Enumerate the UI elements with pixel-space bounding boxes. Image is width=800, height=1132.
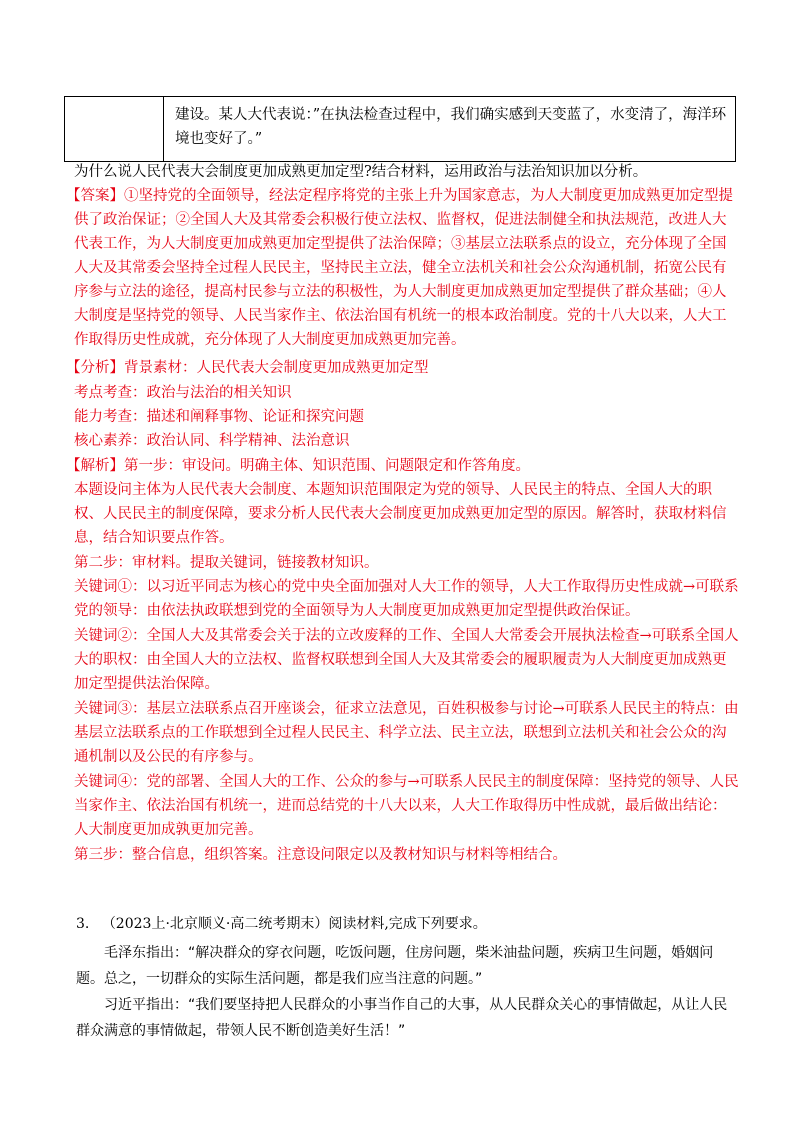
question-3-source: （2023上·北京顺义·高二统考期末） [101, 916, 329, 932]
analysis-label: 【分析】 [66, 360, 124, 376]
question-text: 为什么说人民代表大会制度更加成熟更加定型?结合材料，运用政治与法治知识加以分析。 [74, 164, 648, 180]
analysis-line [66, 356, 740, 380]
table-right-cell: 建设。某人大代表说：”在执法检查过程中，我们确实感到天变蓝了，水变清了，海洋环境也变好了。” [175, 107, 727, 147]
analysis-nengli: 能力考查：描述和阐释事物、论证和探究问题 [74, 409, 364, 425]
keyword-2: 关键词②：全国人大及其常委会关于法的立改废释的工作、全国人大常委会开展执法检查→可联系全国人大的职权：由全国人大的立法权、监督权联想到全国人大及其常委会的履职履责为人大制度更加成熟更加定型提供法治保障。 [74, 628, 739, 692]
answer-label: 【答案】 [66, 188, 124, 204]
keyword-1: 关键词①：以习近平同志为核心的党中央全面加强对人大工作的领导，人大工作取得历史性成就→可联系党的领导：由依法执政联想到党的全面领导为人大制度更加成熟更加定型提供政治保证。 [74, 579, 739, 619]
answer-text: ①坚持党的全面领导，经法定程序将党的主张上升为国家意志，为人大制度更加成熟更加定型提供了政治保证；②全国人大及其常委会积极行使立法权、监督权，促进法制健全和执法规范，改进人大代表工作，为人大制度更加成熟更加定型提供了法治保障；③基层立法联系点的设立，充分体现了全国人大及其常委会坚持全过程人民民主，坚持民主立法，健全立法机关和社会公众沟通机制，拓宽公民有序参与立法的途径，提高村民参与立法的积极性，为人大制度更加成熟更加定型提供了群众基础；④人大制度是坚持党的领导、人民当家作主、依法治国有机统一的根本政治制度。党的十八大以来，人大工作取得历史性成就，充分体现了人大制度更加成熟更加完善。 [74, 188, 733, 348]
answer-block [66, 184, 740, 352]
jiexi-step1-body: 本题设问主体为人民代表大会制度、本题知识范围限定为党的领导、人民民主的特点、全国人大的职权、人民民主的制度保障，要求分析人民代表大会制度更加成熟更加定型的原因。解答时，获取材料信息，结合知识要点作答。 [74, 482, 727, 546]
question-3-header [76, 913, 487, 935]
jiexi-step3: 第三步：整合信息，组织答案。注意设问限定以及教材知识与材料等相结合。 [74, 847, 567, 863]
analysis-suyang: 核心素养：政治认同、科学精神、法治意识 [74, 433, 350, 449]
quote-mao: 毛泽东指出：“解决群众的穿衣问题，吃饭问题，住房问题，柴米油盐问题，疾病卫生问题，婚姻问题。总之，一切群众的实际生活问题，都是我们应当注意的问题。” [76, 945, 714, 987]
material-table [64, 96, 736, 162]
jiexi-step1 [66, 454, 740, 478]
question-3-number: 3. [76, 916, 90, 932]
jiexi-label: 【解析】 [66, 458, 124, 474]
question-3-prompt: 阅读材料,完成下列要求。 [328, 916, 487, 932]
jiexi-step2: 第二步：审材料。提取关键词，链接教材知识。 [74, 555, 379, 571]
keyword-3: 关键词③：基层立法联系点召开座谈会，征求立法意见，百姓积极参与讨论→可联系人民民主的特点：由基层立法联系点的工作联想到全过程人民民主、科学立法、民主立法，联想到立法机关和社会公众的沟通机制以及公民的有序参与。 [74, 701, 739, 765]
keyword-4: 关键词④：党的部署、全国人大的工作、公众的参与→可联系人民民主的制度保障：坚持党的领导、人民当家作主、依法治国有机统一，进而总结党的十八大以来，人大工作取得历中性成就，最后做出结论：人大制度更加成孰更加完善。 [74, 774, 739, 838]
analysis-background: 背景素材：人民代表大会制度更加成熟更加定型 [124, 360, 429, 376]
table-divider [163, 97, 164, 161]
jiexi-step1-text: 第一步：审设问。明确主体、知识范围、问题限定和作答角度。 [124, 458, 530, 474]
analysis-kaodian: 考点考查：政治与法治的相关知识 [74, 385, 292, 401]
quote-xi: 习近平指出：“我们要坚持把人民群众的小事当作自己的大事，从人民群众关心的事情做起，从让人民群众满意的事情做起，带领人民不断创造美好生活！” [76, 997, 728, 1039]
